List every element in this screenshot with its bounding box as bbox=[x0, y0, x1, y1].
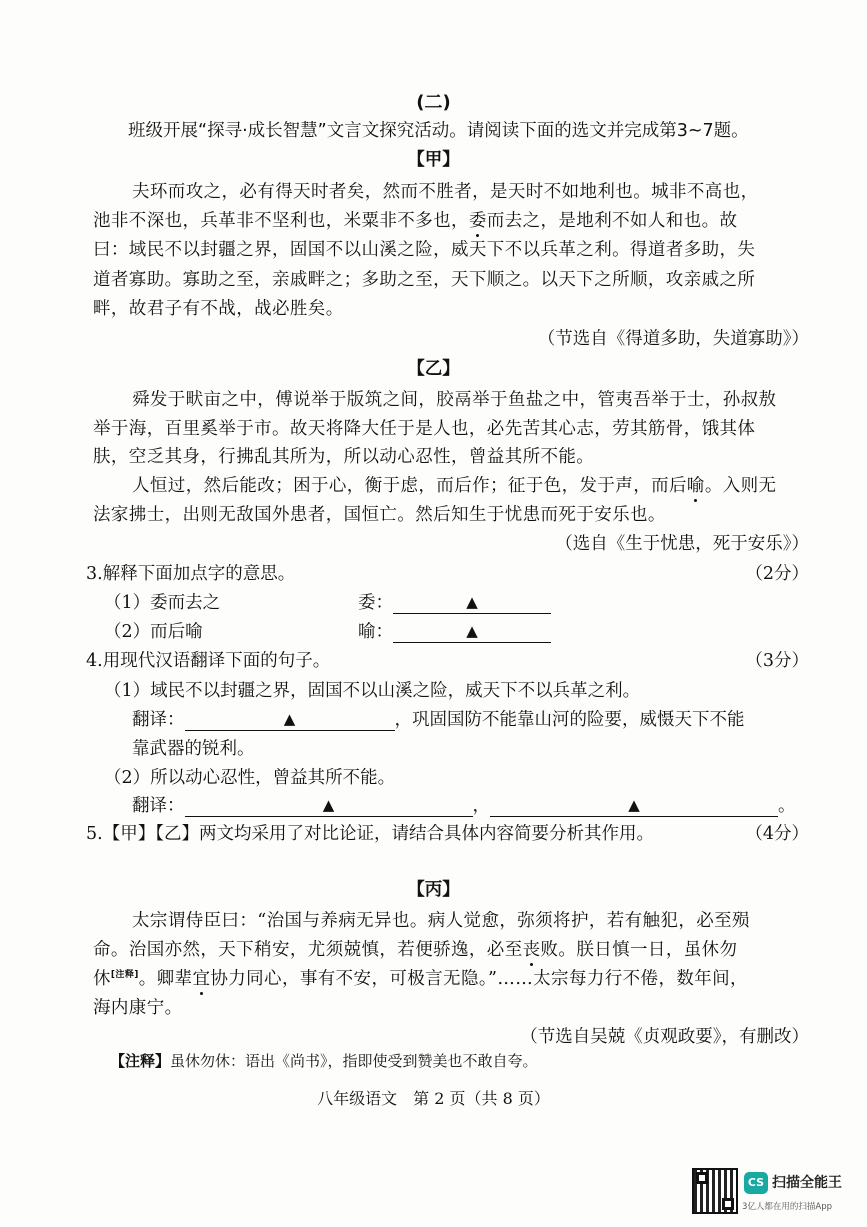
answer-blank[interactable] bbox=[185, 798, 473, 817]
bing-source: （节选自吴兢《贞观政要》，有删改） bbox=[520, 1027, 809, 1047]
answer-blank[interactable] bbox=[393, 624, 551, 643]
bing-line-2-b: 败。朕日慎一日，虽休勿 bbox=[540, 940, 738, 960]
bing-note bbox=[110, 1050, 538, 1071]
q3-text: 3.解释下面加点字的意思。 bbox=[86, 564, 296, 584]
bing-line-3-c: 协力同心，事有不安，可极言无隐。”……太宗每力行不倦，数年间， bbox=[210, 969, 748, 989]
yi-line-4-a: 人恒过，然后能改；困于心，衡于虑，而后作；征于色，发于声，而后 bbox=[132, 476, 687, 496]
q3-answer-2-label: 喻： bbox=[358, 622, 393, 642]
passage-bing-label: 【丙】 bbox=[407, 880, 460, 900]
q3-score: （2分） bbox=[745, 564, 809, 584]
q4-sentence-1: （1）域民不以封疆之界，固国不以山溪之险，威天下不以兵革之利。 bbox=[104, 681, 641, 701]
bing-line-2 bbox=[93, 936, 737, 961]
watermark-subtitle: 3亿人都在用的扫描App bbox=[742, 1202, 833, 1212]
dotted-char-yi: 宜 bbox=[192, 965, 210, 990]
q3-answer-1 bbox=[358, 589, 551, 614]
q4-sentence-2: （2）所以动心忍性，曾益其所不能。 bbox=[104, 768, 396, 788]
jia-source: （节选自《得道多助，失道寡助》） bbox=[537, 329, 809, 349]
page-footer: 八年级语文 第 2 页（共 8 页） bbox=[317, 1089, 550, 1108]
jia-line-3: 曰：域民不以封疆之界，固国不以山溪之险，威天下不以兵革之利。得道者多助，失 bbox=[93, 240, 756, 260]
answer-blank[interactable] bbox=[185, 712, 395, 731]
note-marker: [注释] bbox=[110, 970, 139, 981]
watermark-brand: 扫描全能王 bbox=[772, 1175, 842, 1191]
triangle-mark: ▲ bbox=[322, 796, 335, 814]
passage-yi-label: 【乙】 bbox=[407, 359, 460, 379]
yi-source: （选自《生于忧患，死于安乐》） bbox=[555, 534, 809, 554]
q4-translation-1 bbox=[132, 706, 745, 731]
yi-line-2: 举于海，百里奚举于市。故天将降大任于是人也，必先苦其心志，劳其筋骨，饿其体 bbox=[93, 419, 756, 439]
q3-item-2: （2）而后喻 bbox=[104, 622, 203, 642]
q4-t1-rest: ，巩固国防不能靠山河的险要，威慑天下不能 bbox=[394, 710, 745, 730]
note-label: 【注释】 bbox=[110, 1052, 171, 1070]
bing-line-1: 太宗谓侍臣曰：“治国与养病无异也。病人觉愈，弥须将护，若有触犯，必至殒 bbox=[132, 911, 750, 931]
yi-line-1: 舜发于畎亩之中，傅说举于版筑之间，胶鬲举于鱼盐之中，管夷吾举于士，孙叔敖 bbox=[132, 390, 777, 410]
passage-jia-label: 【甲】 bbox=[407, 150, 460, 170]
jia-line-2-a: 池非不深也，兵革非不坚利也，米粟非不多也， bbox=[93, 211, 469, 231]
answer-blank[interactable] bbox=[393, 595, 551, 614]
bing-line-4: 海内康宁。 bbox=[93, 998, 183, 1018]
bing-line-2-a: 命。治国亦然，天下稍安，尤须兢慎，若便骄逸，必至 bbox=[93, 940, 523, 960]
q4-t2-end: 。 bbox=[778, 796, 796, 816]
jia-line-2-b: 而去之，是地利不如人和也。故 bbox=[486, 211, 738, 231]
dotted-char-yu: 喻 bbox=[687, 472, 705, 497]
bing-line-3 bbox=[93, 965, 748, 990]
dotted-char-sang: 丧 bbox=[523, 936, 541, 961]
bing-line-3-a: 休 bbox=[93, 969, 111, 989]
jia-line-2 bbox=[93, 207, 737, 232]
q4-t2-comma: ， bbox=[472, 796, 490, 816]
q3-item-1: （1）委而去之 bbox=[104, 593, 221, 613]
triangle-mark: ▲ bbox=[466, 593, 478, 611]
qr-code-icon bbox=[692, 1168, 738, 1214]
jia-line-5: 畔，故君子有不战，战必胜矣。 bbox=[93, 299, 344, 319]
section-number: (二) bbox=[416, 92, 451, 113]
jia-line-1: 夫环而攻之，必有得天时者矣，然而不胜者，是天时不如地利也。城非不高也， bbox=[132, 182, 759, 202]
section-intro: 班级开展“探寻·成长智慧”文言文探究活动。请阅读下面的选文并完成第3~7题。 bbox=[128, 121, 749, 141]
yi-line-4-b: 。入则无 bbox=[704, 476, 777, 496]
note-text: 虽休勿休：语出《尚书》，指即使受到赞美也不敢自夸。 bbox=[170, 1052, 538, 1070]
q4-text: 4.用现代汉语翻译下面的句子。 bbox=[86, 651, 331, 671]
triangle-mark: ▲ bbox=[628, 796, 640, 814]
q4-t1-label: 翻译： bbox=[132, 710, 185, 730]
q4-t2-label: 翻译： bbox=[132, 796, 185, 816]
q5-text: 5.【甲】【乙】两文均采用了对比论证，请结合具体内容简要分析其作用。 bbox=[86, 824, 654, 844]
q4-t1-continuation: 靠武器的锐利。 bbox=[132, 739, 255, 759]
yi-line-4 bbox=[132, 472, 776, 497]
yi-line-5: 法家拂士，出则无敌国外患者，国恒亡。然后知生于忧患而死于安乐也。 bbox=[93, 505, 666, 525]
q3-answer-1-label: 委： bbox=[358, 593, 393, 613]
triangle-mark: ▲ bbox=[466, 622, 478, 640]
answer-blank[interactable] bbox=[490, 798, 778, 817]
q4-translation-2 bbox=[132, 792, 796, 817]
camscanner-logo: CS bbox=[744, 1172, 768, 1194]
yi-line-3: 肤，空乏其身，行拂乱其所为，所以动心忍性，曾益其所不能。 bbox=[93, 447, 595, 467]
dotted-char-wei: 委 bbox=[469, 207, 487, 232]
q5-score: （4分） bbox=[745, 824, 809, 844]
q4-score: （3分） bbox=[745, 651, 809, 671]
jia-line-4: 道者寡助。寡助之至，亲戚畔之；多助之至，天下顺之。以天下之所顺，攻亲戚之所 bbox=[93, 270, 756, 290]
triangle-mark: ▲ bbox=[283, 710, 296, 728]
q3-answer-2 bbox=[358, 618, 551, 643]
bing-line-3-b: 。卿辈 bbox=[138, 969, 193, 989]
